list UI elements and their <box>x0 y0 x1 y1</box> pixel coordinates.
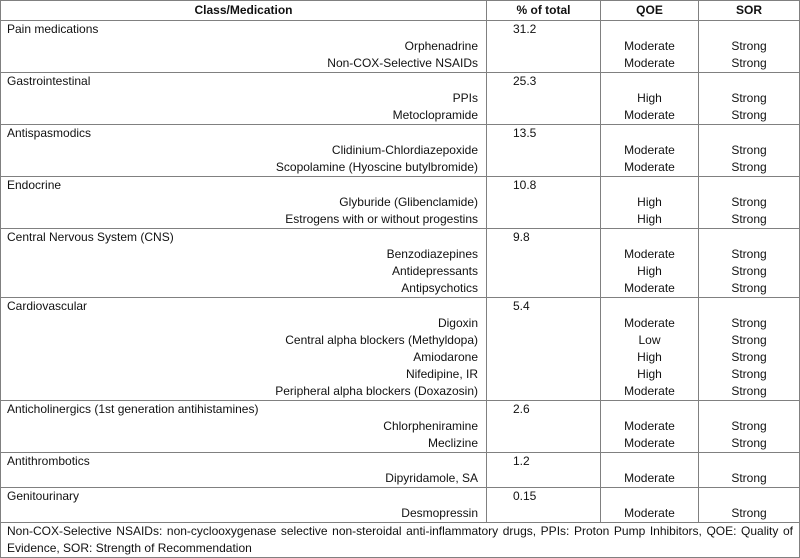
medication-percent-empty <box>487 55 601 73</box>
medication-name: Desmopressin <box>1 505 487 523</box>
medication-percent-empty <box>487 435 601 453</box>
class-sor-empty <box>699 177 800 195</box>
medication-qoe: High <box>601 194 699 211</box>
class-percent: 0.15 <box>487 488 601 506</box>
medication-row <box>1 263 800 280</box>
class-percent: 2.6 <box>487 401 601 419</box>
medication-row <box>1 366 800 383</box>
medication-sor: Strong <box>699 383 800 401</box>
medication-sor: Strong <box>699 107 800 125</box>
medication-qoe: Moderate <box>601 470 699 488</box>
class-name: Genitourinary <box>1 488 487 506</box>
class-sor-empty <box>699 453 800 471</box>
class-sor-empty <box>699 73 800 91</box>
class-row <box>1 298 800 316</box>
class-qoe-empty <box>601 298 699 316</box>
medication-sor: Strong <box>699 38 800 55</box>
medication-sor: Strong <box>699 418 800 435</box>
medication-name: Amiodarone <box>1 349 487 366</box>
medication-name: Benzodiazepines <box>1 246 487 263</box>
medication-row <box>1 142 800 159</box>
class-row <box>1 229 800 247</box>
medication-sor: Strong <box>699 246 800 263</box>
medication-percent-empty <box>487 246 601 263</box>
class-percent: 10.8 <box>487 177 601 195</box>
class-sor-empty <box>699 229 800 247</box>
medication-percent-empty <box>487 315 601 332</box>
class-sor-empty <box>699 298 800 316</box>
medication-sor: Strong <box>699 194 800 211</box>
medication-qoe: Moderate <box>601 38 699 55</box>
medication-percent-empty <box>487 349 601 366</box>
medication-row <box>1 90 800 107</box>
class-name: Antithrombotics <box>1 453 487 471</box>
header-qoe: QOE <box>601 1 699 21</box>
medication-name: Scopolamine (Hyoscine butylbromide) <box>1 159 487 177</box>
medication-sor: Strong <box>699 505 800 523</box>
class-sor-empty <box>699 488 800 506</box>
medication-qoe: Moderate <box>601 107 699 125</box>
medication-percent-empty <box>487 418 601 435</box>
medication-row <box>1 383 800 401</box>
medication-qoe: Moderate <box>601 435 699 453</box>
medication-row <box>1 470 800 488</box>
medication-name: Meclizine <box>1 435 487 453</box>
medication-qoe: Moderate <box>601 55 699 73</box>
medication-sor: Strong <box>699 435 800 453</box>
class-qoe-empty <box>601 177 699 195</box>
medication-percent-empty <box>487 383 601 401</box>
class-qoe-empty <box>601 21 699 39</box>
medication-qoe: Moderate <box>601 315 699 332</box>
class-group <box>1 401 800 453</box>
medication-sor: Strong <box>699 332 800 349</box>
class-name: Pain medications <box>1 21 487 39</box>
medication-row <box>1 332 800 349</box>
class-group <box>1 229 800 298</box>
class-group <box>1 73 800 125</box>
medication-name: Non-COX-Selective NSAIDs <box>1 55 487 73</box>
medication-row <box>1 194 800 211</box>
medication-percent-empty <box>487 90 601 107</box>
medication-percent-empty <box>487 159 601 177</box>
class-row <box>1 453 800 471</box>
medication-percent-empty <box>487 38 601 55</box>
medication-name: Antipsychotics <box>1 280 487 298</box>
class-group <box>1 125 800 177</box>
class-qoe-empty <box>601 488 699 506</box>
class-percent: 25.3 <box>487 73 601 91</box>
medication-row <box>1 107 800 125</box>
class-qoe-empty <box>601 125 699 143</box>
class-qoe-empty <box>601 401 699 419</box>
medication-qoe: High <box>601 366 699 383</box>
class-sor-empty <box>699 125 800 143</box>
medication-row <box>1 211 800 229</box>
class-name: Anticholinergics (1st generation antihistamines) <box>1 401 487 419</box>
class-row <box>1 73 800 91</box>
footnote: Non-COX-Selective NSAIDs: non-cyclooxygenase selective non-steroidal anti-inflammatory drugs, PPIs: Proton Pump Inhibitors, QOE: Quality of Evidence, SOR: Strength of Recommendation <box>1 523 800 558</box>
class-row <box>1 488 800 506</box>
medication-name: PPIs <box>1 90 487 107</box>
medication-qoe: Moderate <box>601 246 699 263</box>
medication-name: Digoxin <box>1 315 487 332</box>
medication-percent-empty <box>487 470 601 488</box>
medication-percent-empty <box>487 332 601 349</box>
class-sor-empty <box>699 21 800 39</box>
class-name: Endocrine <box>1 177 487 195</box>
header-percent: % of total <box>487 1 601 21</box>
class-group <box>1 488 800 523</box>
medication-qoe: High <box>601 263 699 280</box>
medication-sor: Strong <box>699 470 800 488</box>
class-name: Antispasmodics <box>1 125 487 143</box>
medication-percent-empty <box>487 107 601 125</box>
medication-row <box>1 38 800 55</box>
medication-qoe: Moderate <box>601 505 699 523</box>
medication-row <box>1 315 800 332</box>
medication-name: Chlorpheniramine <box>1 418 487 435</box>
class-sor-empty <box>699 401 800 419</box>
class-percent: 13.5 <box>487 125 601 143</box>
header-row <box>1 1 800 21</box>
medication-name: Metoclopramide <box>1 107 487 125</box>
class-group <box>1 177 800 229</box>
medication-sor: Strong <box>699 315 800 332</box>
medication-percent-empty <box>487 280 601 298</box>
medication-name: Antidepressants <box>1 263 487 280</box>
class-name: Gastrointestinal <box>1 73 487 91</box>
medication-sor: Strong <box>699 366 800 383</box>
class-percent: 9.8 <box>487 229 601 247</box>
medication-sor: Strong <box>699 211 800 229</box>
class-qoe-empty <box>601 73 699 91</box>
medication-percent-empty <box>487 366 601 383</box>
class-percent: 31.2 <box>487 21 601 39</box>
medication-row <box>1 159 800 177</box>
class-percent: 1.2 <box>487 453 601 471</box>
medication-row <box>1 246 800 263</box>
medication-name: Dipyridamole, SA <box>1 470 487 488</box>
medication-percent-empty <box>487 211 601 229</box>
medication-qoe: High <box>601 349 699 366</box>
medication-name: Orphenadrine <box>1 38 487 55</box>
medication-name: Nifedipine, IR <box>1 366 487 383</box>
medication-qoe: Low <box>601 332 699 349</box>
class-qoe-empty <box>601 229 699 247</box>
medication-name: Central alpha blockers (Methyldopa) <box>1 332 487 349</box>
medication-percent-empty <box>487 505 601 523</box>
class-name: Cardiovascular <box>1 298 487 316</box>
medication-row <box>1 505 800 523</box>
footnote-row <box>1 523 800 558</box>
medication-name: Clidinium-Chlordiazepoxide <box>1 142 487 159</box>
medication-row <box>1 435 800 453</box>
class-group <box>1 298 800 401</box>
class-percent: 5.4 <box>487 298 601 316</box>
medication-qoe: Moderate <box>601 159 699 177</box>
medication-qoe: Moderate <box>601 418 699 435</box>
medication-sor: Strong <box>699 159 800 177</box>
medication-qoe: Moderate <box>601 280 699 298</box>
medication-percent-empty <box>487 263 601 280</box>
medication-sor: Strong <box>699 90 800 107</box>
medication-name: Estrogens with or without progestins <box>1 211 487 229</box>
medication-row <box>1 349 800 366</box>
medication-percent-empty <box>487 194 601 211</box>
class-group <box>1 453 800 488</box>
class-name: Central Nervous System (CNS) <box>1 229 487 247</box>
class-qoe-empty <box>601 453 699 471</box>
medication-sor: Strong <box>699 263 800 280</box>
medication-qoe: Moderate <box>601 383 699 401</box>
medication-sor: Strong <box>699 349 800 366</box>
medication-row <box>1 280 800 298</box>
medication-sor: Strong <box>699 280 800 298</box>
medication-row <box>1 55 800 73</box>
class-row <box>1 125 800 143</box>
header-sor: SOR <box>699 1 800 21</box>
medication-name: Peripheral alpha blockers (Doxazosin) <box>1 383 487 401</box>
class-group <box>1 21 800 73</box>
medication-sor: Strong <box>699 55 800 73</box>
header-medication: Class/Medication <box>1 1 487 21</box>
medication-name: Glyburide (Glibenclamide) <box>1 194 487 211</box>
medication-qoe: High <box>601 211 699 229</box>
class-row <box>1 401 800 419</box>
class-row <box>1 21 800 39</box>
class-row <box>1 177 800 195</box>
medication-qoe: Moderate <box>601 142 699 159</box>
medication-qoe: High <box>601 90 699 107</box>
medication-row <box>1 418 800 435</box>
medication-percent-empty <box>487 142 601 159</box>
medication-sor: Strong <box>699 142 800 159</box>
